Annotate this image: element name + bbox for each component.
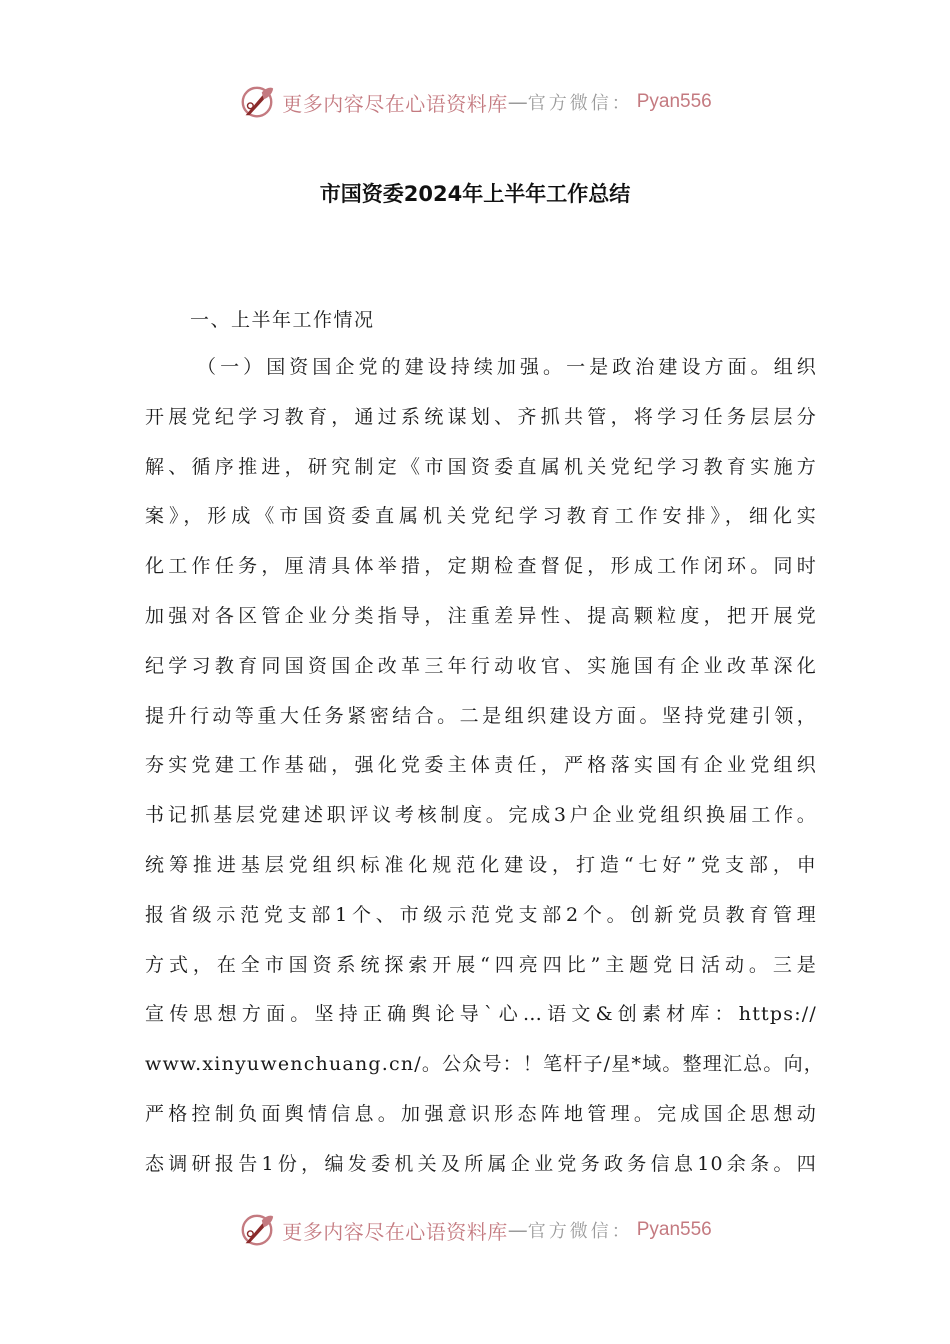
watermark-dash: — [507,90,528,114]
body-paragraph [145,343,824,1190]
watermark-banner-top [0,82,950,122]
body-line: 书记抓基层党建述职评议考核制度。完成3户企业党组织换届工作。 [145,804,817,827]
body-line: 统筹推进基层党组织标准化规范化建设，打造“七好”党支部，申 [145,853,817,876]
body-line: 方式，在全市国资系统探索开展“四亮四比”主题党日活动。三是 [145,953,817,976]
body-line: 纪学习教育同国资国企改革三年行动收官、实施国有企业改革深化 [145,654,817,677]
quill-logo-icon [238,1211,276,1249]
body-line: 严格控制负面舆情信息。加强意识形态阵地管理。完成国企思想动 [145,1102,817,1125]
body-line: 夯实党建工作基础，强化党委主体责任，严格落实国有企业党组织 [145,754,817,777]
body-line: www.xinyuwenchuang.cn/。公众号：！笔杆子/星*域。整理汇总。向， [145,1053,824,1076]
watermark-banner-bottom [0,1210,950,1250]
body-line: 宣传思想方面。坚持正确舆论导`心…语文&创素材库：https:// [145,1003,817,1026]
watermark-wechat-id: Pyan556 [636,1219,712,1240]
body-line: 加强对各区管企业分类指导，注重差异性、提高颗粒度，把开展党 [145,604,817,627]
body-line: 开展党纪学习教育，通过系统谋划、齐抓共管，将学习任务层层分 [145,405,817,428]
body-line: （一）国资国企党的建设持续加强。一是政治建设方面。组织 [197,356,817,378]
body-line: 案》，形成《市国资委直属机关党纪学习教育工作安排》，细化实 [145,505,817,528]
watermark-dash: — [507,1218,528,1242]
body-line: 解、循序推进，研究制定《市国资委直属机关党纪学习教育实施方 [145,455,817,478]
quill-logo-icon [238,83,276,121]
watermark-main-text: 更多内容尽在心语资料库 [282,91,508,116]
body-line: 报省级示范党支部1个、市级示范党支部2个。创新党员教育管理 [145,903,817,926]
body-line: 提升行动等重大任务紧密结合。二是组织建设方面。坚持党建引领， [145,704,817,727]
document-title: 市国资委2024年上半年工作总结 [319,182,631,206]
body-line: 化工作任务，厘清具体举措，定期检查督促，形成工作闭环。同时 [145,555,817,578]
section-heading: 一、上半年工作情况 [190,309,375,331]
watermark-wechat-id: Pyan556 [636,91,712,112]
body-line: 态调研报告1份，编发委机关及所属企业党务政务信息10余条。四 [145,1152,817,1175]
watermark-main-text: 更多内容尽在心语资料库 [282,1219,508,1244]
watermark-wechat-label: 官方微信： [527,1221,633,1242]
watermark-wechat-label: 官方微信： [527,93,633,114]
